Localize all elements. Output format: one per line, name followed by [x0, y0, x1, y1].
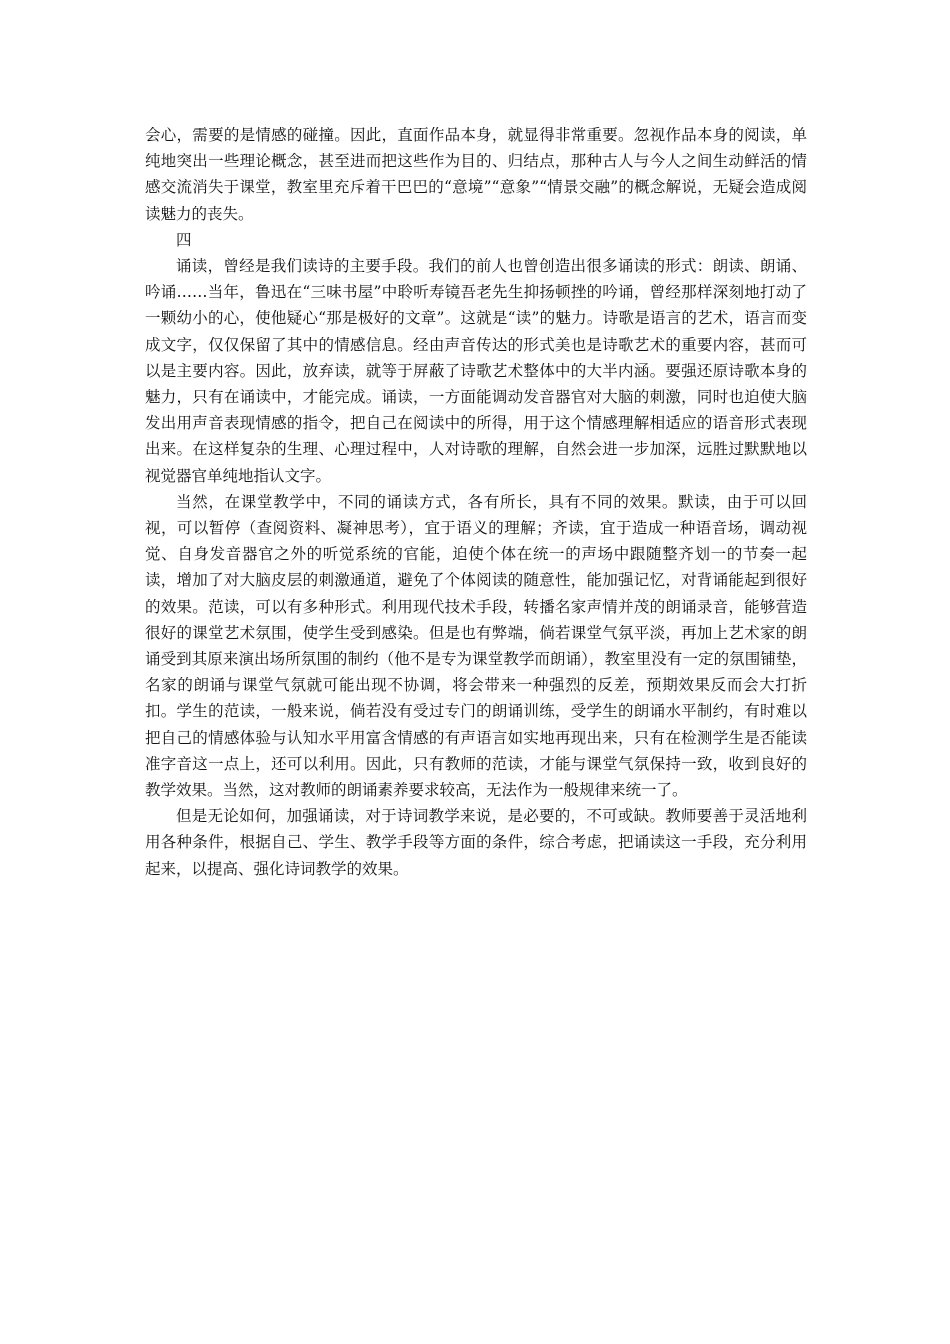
document-body — [145, 122, 807, 882]
section-heading-four: 四 — [176, 230, 192, 249]
paragraph-reading-methods: 当然，在课堂教学中，不同的诵读方式，各有所长，具有不同的效果。默读，由于可以回视，可以暂停（查阅资料、凝神思考），宜于语义的理解；齐读，宜于造成一种语音场，调动视觉、自身发音器官之外的听觉系统的官能，迫使个体在统一的声场中跟随整齐划一的节奏一起读，增加了对大脑皮层的刺激通道，避免了个体阅读的随意性，能加强记忆，对背诵能起到很好的效果。范读，可以有多种形式。利用现代技术手段，转播名家声情并茂的朗诵录音，能够营造很好的课堂艺术氛围，使学生受到感染。但是也有弊端，倘若课堂气氛平淡，再加上艺术家的朗诵受到其原来演出场所氛围的制约（他不是专为课堂教学而朗诵），教室里没有一定的氛围铺垫，名家的朗诵与课堂气氛就可能出现不协调，将会带来一种强烈的反差，预期效果反而会大打折扣。学生的范读，一般来说，倘若没有受过专门的朗诵训练，受学生的朗诵水平制约，有时难以把自己的情感体验与认知水平用富含情感的有声语言如实地再现出来，只有在检测学生是否能读准字音这一点上，还可以利用。因此，只有教师的范读，才能与课堂气氛保持一致，收到良好的教学效果。当然，这对教师的朗诵素养要求较高，无法作为一般规律来统一了。 — [145, 492, 807, 800]
paragraph-recitation: 诵读，曾经是我们读诗的主要手段。我们的前人也曾创造出很多诵读的形式：朗读、朗诵、吟诵……当年，鲁迅在“三味书屋”中聆听寿镜吾老先生抑扬顿挫的吟诵，曾经那样深刻地打动了一颗幼小的心，使他疑心“那是极好的文章”。这就是“读”的魅力。诗歌是语言的艺术，语言而变成文字，仅仅保留了其中的情感信息。经由声音传达的形式美也是诗歌艺术的重要内容，甚而可以是主要内容。因此，放弃读，就等于屏蔽了诗歌艺术整体中的大半内涵。要强还原诗歌本身的魅力，只有在诵读中，才能完成。诵读，一方面能调动发音器官对大脑的刺激，同时也迫使大脑发出用声音表现情感的指令，把自己在阅读中的所得，用于这个情感理解相适应的语音形式表现出来。在这样复杂的生理、心理过程中，人对诗歌的理解，自然会进一步加深，远胜过默默地以视觉器官单纯地指认文字。 — [145, 257, 807, 485]
paragraph-continued: 会心，需要的是情感的碰撞。因此，直面作品本身，就显得非常重要。忽视作品本身的阅读，单纯地突出一些理论概念，甚至进而把这些作为目的、归结点，那种古人与今人之间生动鲜活的情感交流消失于课堂，教室里充斥着干巴巴的“意境”“意象”“情景交融”的概念解说，无疑会造成阅读魅力的丧失。 — [145, 126, 807, 223]
paragraph-conclusion: 但是无论如何，加强诵读，对于诗词教学来说，是必要的，不可或缺。教师要善于灵活地利用各种条件，根据自己、学生、教学手段等方面的条件，综合考虑，把诵读这一手段，充分利用起来，以提高、强化诗词教学的效果。 — [145, 807, 807, 878]
